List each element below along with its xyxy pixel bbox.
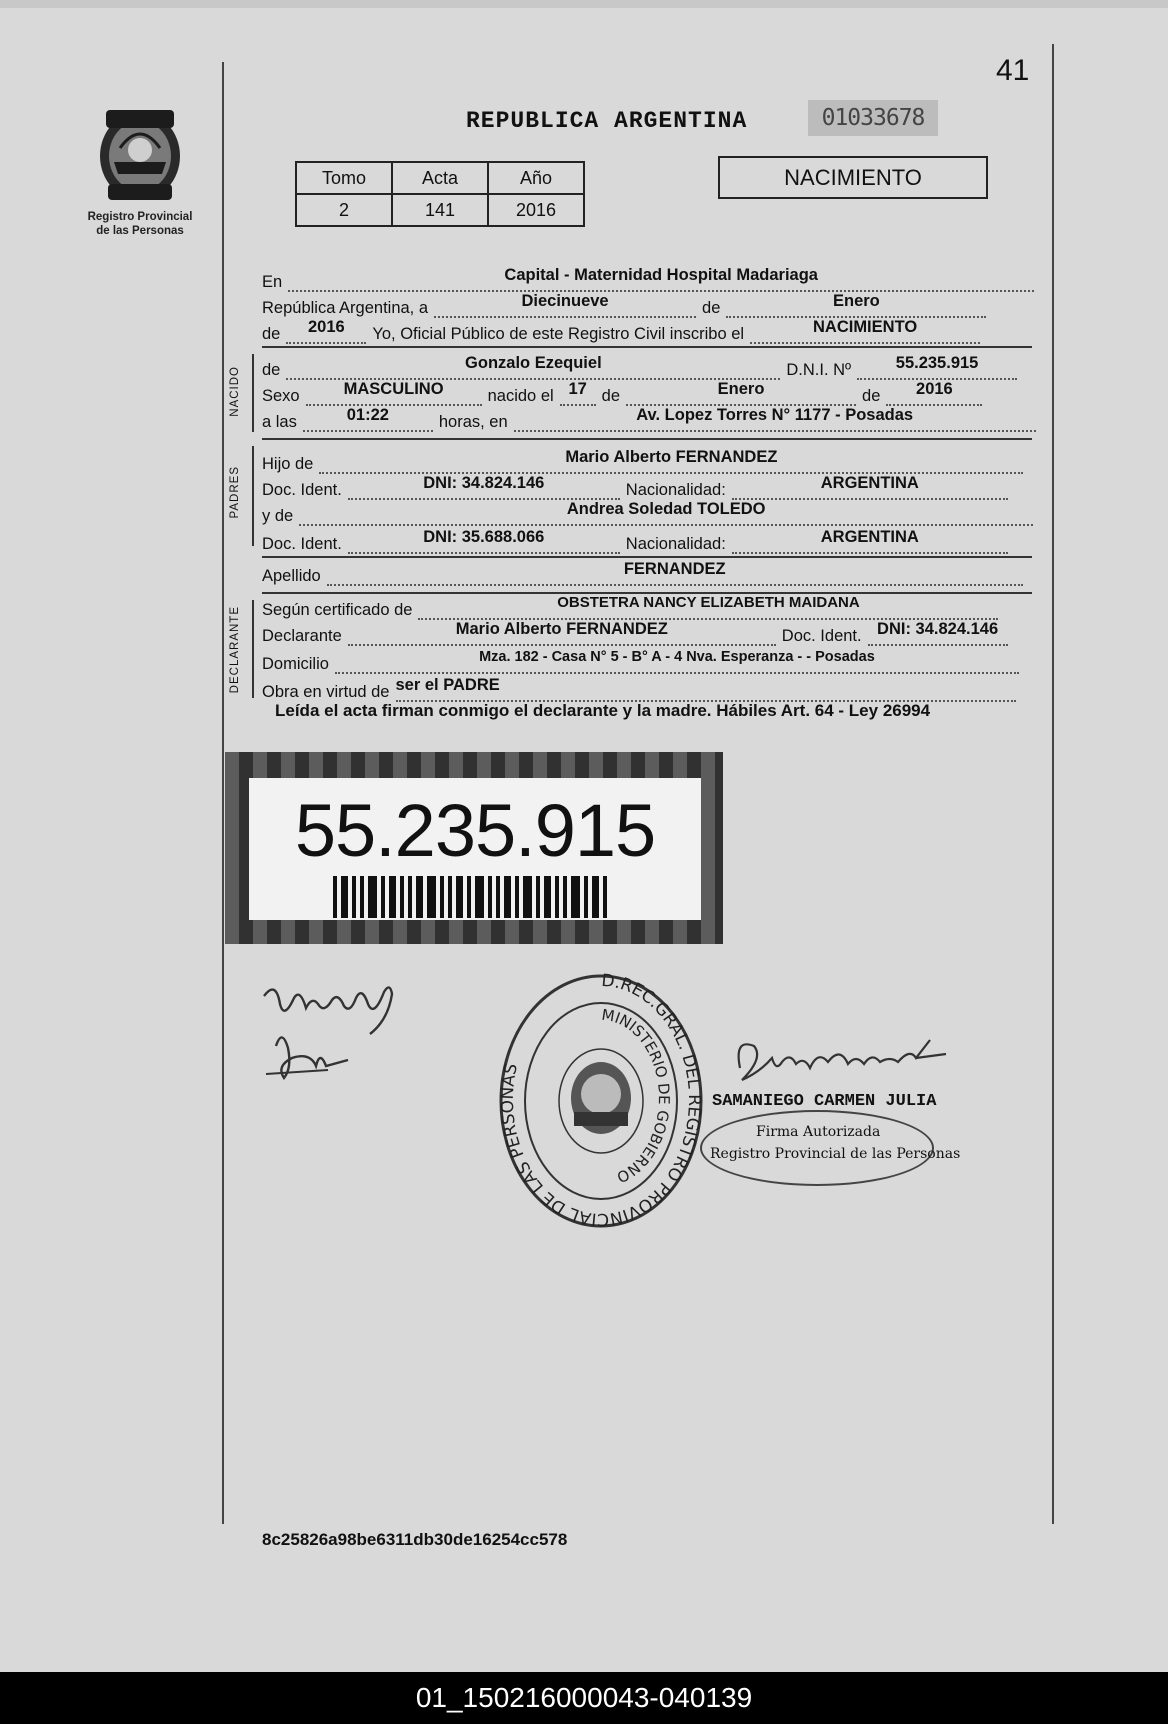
child-dni-field: [857, 354, 1017, 380]
section-label-declarante: DECLARANTE: [229, 606, 241, 694]
capacity-field: [395, 676, 1016, 702]
barcode-bar: [389, 876, 396, 918]
sex-value: MASCULINO: [343, 380, 444, 398]
sexo-label: Sexo: [262, 387, 300, 405]
day-value: Diecinueve: [521, 292, 609, 310]
child-sex-row: [262, 380, 982, 406]
father-nationality-value: ARGENTINA: [820, 474, 919, 492]
table-cell: 141: [392, 194, 488, 226]
declarant-row: [262, 620, 1008, 646]
birth-place-value: Av. Lopez Torres N° 1177 - Posadas: [636, 406, 914, 424]
father-name-field: [319, 448, 1023, 474]
record-type-box: NACIMIENTO: [718, 156, 988, 199]
child-name-value: Gonzalo Ezequiel: [465, 354, 602, 372]
registry-caption-line1: Registro Provincial: [87, 211, 193, 223]
right-margin-line: [1052, 44, 1054, 1524]
serial-number: 01033678: [808, 100, 938, 136]
declarant-doc-value: DNI: 34.824.146: [877, 620, 999, 638]
birth-day-value: 17: [568, 380, 587, 398]
section-divider: [262, 346, 1032, 348]
place-value: Capital - Maternidad Hospital Madariaga: [504, 266, 818, 284]
footer-document-id: 01_150216000043-040139: [0, 1672, 1168, 1724]
mother-name-value: Andrea Soledad TOLEDO: [566, 500, 766, 518]
doc-label: Doc. Ident.: [262, 535, 342, 553]
de-label: de: [702, 299, 721, 317]
month-value: Enero: [833, 292, 880, 310]
barcode-bar: [488, 876, 492, 918]
barcode-bar: [381, 876, 385, 918]
registry-caption: [76, 210, 204, 238]
barcode-bar: [504, 876, 511, 918]
event-field: [750, 318, 980, 344]
document-title: REPUBLICA ARGENTINA: [466, 108, 748, 134]
barcode-bar: [603, 876, 607, 918]
father-name-value: Mario Alberto FERNANDEZ: [565, 448, 778, 466]
official-title: Firma Autorizada: [756, 1124, 881, 1140]
en-label: En: [262, 273, 283, 291]
year-value: 2016: [308, 318, 345, 336]
place-field: [288, 266, 1034, 292]
dni-label: D.N.I. Nº: [786, 361, 852, 379]
child-time-row: [262, 406, 1036, 432]
father-doc-row: [262, 474, 1008, 500]
yde-label: y de: [262, 507, 294, 525]
section-label-nacido: NACIDO: [229, 366, 241, 417]
barcode-bar: [416, 876, 423, 918]
surname-value: FERNANDEZ: [623, 560, 726, 578]
statement-row: [262, 318, 980, 344]
child-dni-value: 55.235.915: [895, 354, 979, 372]
birth-month-value: Enero: [717, 380, 765, 398]
sex-field: [306, 380, 482, 406]
barcode-bar: [456, 876, 463, 918]
barcode-bar: [584, 876, 588, 918]
barcode-bar: [408, 876, 412, 918]
barcode-bar: [523, 876, 532, 918]
section-label-padres: PADRES: [229, 466, 241, 519]
mother-nationality-value: ARGENTINA: [820, 528, 919, 546]
capacity-row: [262, 676, 1016, 702]
day-field: [434, 292, 696, 318]
capacity-label: Obra en virtud de: [262, 683, 390, 701]
child-name-row: [262, 354, 1017, 380]
declarant-name-value: Mario Alberto FERNANDEZ: [455, 620, 668, 638]
table-cell: 2: [296, 194, 392, 226]
de-label: de: [601, 387, 621, 405]
barcode-bar: [368, 876, 377, 918]
mother-doc-row: [262, 528, 1008, 554]
barcode-bar: [515, 876, 519, 918]
barcode-bar: [536, 876, 540, 918]
time-value: 01:22: [346, 406, 389, 424]
table-header: Año: [488, 162, 584, 194]
barcode-bar: [467, 876, 471, 918]
official-signature: [720, 1028, 950, 1098]
barcode-bar: [341, 876, 348, 918]
barcode-bar: [555, 876, 559, 918]
address-row: [262, 649, 1019, 674]
de-label: de: [862, 387, 881, 405]
address-field: [335, 649, 1019, 674]
id-number-label: [225, 752, 723, 944]
declarant-doc-field: [868, 620, 1008, 646]
barcode-bar: [571, 876, 580, 918]
page-number: 41: [996, 54, 1030, 87]
declarant-signature: [258, 974, 408, 1092]
barcode-bar: [333, 876, 337, 918]
declarant-name-field: [348, 620, 776, 646]
father-doc-value: DNI: 34.824.146: [423, 474, 545, 492]
birth-place-field: [514, 406, 1036, 432]
place-row: [262, 266, 1034, 292]
statement-text: Yo, Oficial Público de este Registro Civil inscribo el: [372, 325, 745, 343]
address-value: Mza. 182 - Casa N° 5 - B° A - 4 Nva. Esperanza - - Posadas: [479, 649, 875, 665]
document-hash: 8c25826a98be6311db30de16254cc578: [262, 1530, 568, 1549]
official-seal-stamp: [496, 972, 706, 1230]
birth-year-field: [886, 380, 982, 406]
time-field: [303, 406, 433, 432]
nationality-label: Nacionalidad:: [625, 535, 726, 553]
doc-label: Doc. Ident.: [781, 627, 862, 645]
official-name: SAMANIEGO CARMEN JULIA: [712, 1092, 937, 1111]
date-row: [262, 292, 986, 318]
child-name-field: [286, 354, 780, 380]
id-label-sticker: [249, 778, 701, 920]
declarant-label: Declarante: [262, 627, 342, 645]
barcode-bar: [400, 876, 404, 918]
surname-row: [262, 560, 1023, 586]
table-header: Acta: [392, 162, 488, 194]
birth-year-value: 2016: [916, 380, 953, 398]
section-divider: [262, 438, 1032, 440]
nacido-bracket: [252, 354, 254, 432]
barcode-icon: [333, 876, 611, 918]
barcode-bar: [360, 876, 364, 918]
mother-doc-field: [348, 528, 620, 554]
table-header: Tomo: [296, 162, 392, 194]
nacido-label: nacido el: [487, 387, 554, 405]
declarante-bracket: [252, 600, 254, 698]
certificate-field: [418, 594, 998, 620]
section-divider: [262, 556, 1032, 558]
mother-name-field: [299, 500, 1033, 526]
registry-caption-line2: de las Personas: [96, 225, 184, 237]
registry-emblem-icon: [92, 100, 188, 209]
closing-note: Leída el acta firman conmigo el declarante y la madre. Hábiles Art. 64 - Ley 26994: [275, 701, 931, 720]
barcode-bar: [352, 876, 356, 918]
volume-record-table: [295, 161, 585, 227]
doc-label: Doc. Ident.: [262, 481, 342, 499]
barcode-bar: [448, 876, 452, 918]
republic-label: República Argentina, a: [262, 299, 429, 317]
month-field: [726, 292, 986, 318]
event-value: NACIMIENTO: [812, 318, 918, 336]
certificate-label: Según certificado de: [262, 601, 413, 619]
barcode-bar: [475, 876, 484, 918]
seal-ring-text: D.REC.GRAL. DEL REGISTRO PROVINCIAL DE LAS PERSONAS: [497, 970, 704, 1230]
nationality-label: Nacionalidad:: [625, 481, 726, 499]
surname-field: [327, 560, 1023, 586]
de-year-label: de: [262, 325, 281, 343]
address-label: Domicilio: [262, 655, 329, 673]
barcode-bar: [592, 876, 599, 918]
father-name-row: [262, 448, 1023, 474]
alas-label: a las: [262, 413, 297, 431]
barcode-bar: [440, 876, 444, 918]
capacity-value: ser el PADRE: [395, 676, 500, 694]
certificate-row: [262, 594, 998, 620]
year-field: [286, 318, 366, 344]
barcode-bar: [427, 876, 436, 918]
barcode-bar: [496, 876, 500, 918]
certificate-value: OBSTETRA NANCY ELIZABETH MAIDANA: [557, 594, 860, 611]
left-margin-line: [222, 62, 224, 1524]
father-nationality-field: [732, 474, 1008, 500]
surname-label: Apellido: [262, 567, 321, 585]
official-office: Registro Provincial de las Personas: [710, 1146, 961, 1162]
mother-name-row: [262, 500, 1033, 526]
birth-day-field: [560, 380, 596, 406]
de-label: de: [262, 361, 281, 379]
horas-label: horas, en: [438, 413, 508, 431]
father-doc-field: [348, 474, 620, 500]
mother-doc-value: DNI: 35.688.066: [423, 528, 545, 546]
padres-bracket: [252, 446, 254, 546]
mother-nationality-field: [732, 528, 1008, 554]
hijo-label: Hijo de: [262, 455, 314, 473]
table-cell: 2016: [488, 194, 584, 226]
id-number: 55.235.915: [294, 789, 656, 872]
seal-inner-text: MINISTERIO DE GOBIERNO: [600, 1005, 674, 1187]
barcode-bar: [563, 876, 567, 918]
barcode-bar: [544, 876, 551, 918]
birth-month-field: [626, 380, 856, 406]
